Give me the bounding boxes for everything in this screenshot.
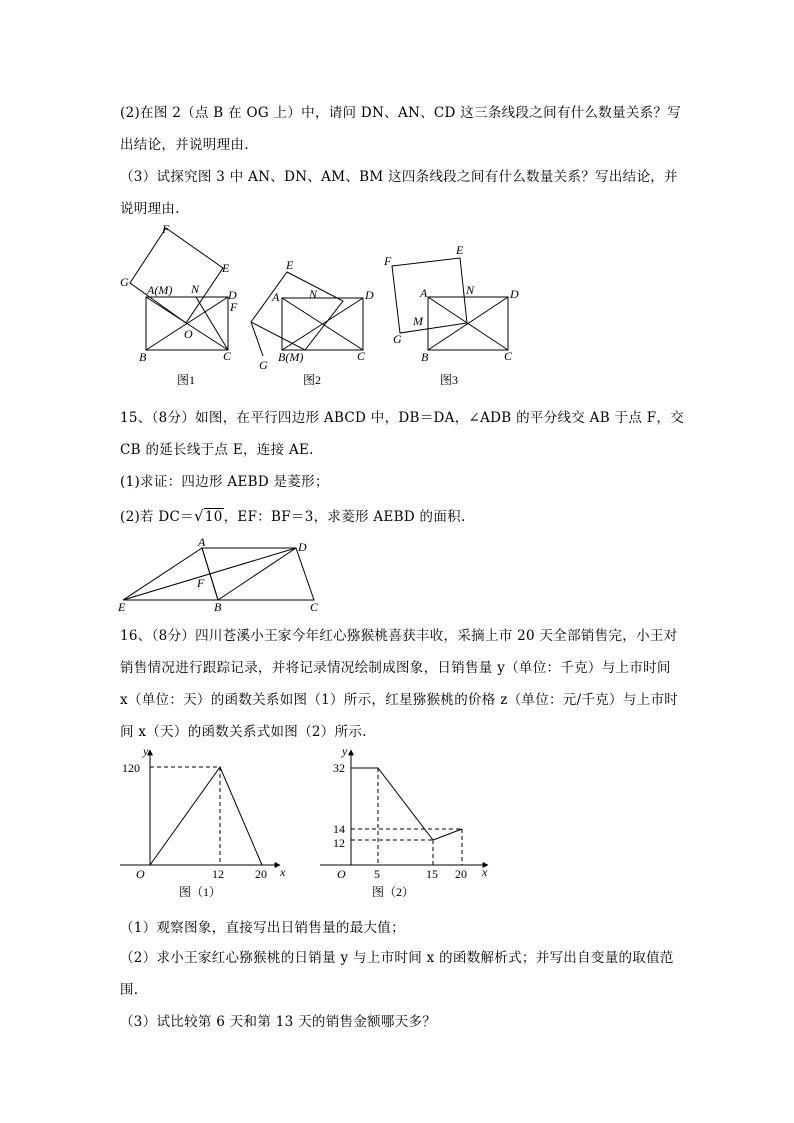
fig3-label-g: G — [393, 332, 402, 346]
q15-part2-pre: (2)若 DC＝ — [120, 509, 194, 525]
fig2-label-f: F — [230, 300, 238, 314]
q14-part3-line2: 说明理由. — [120, 201, 180, 217]
fig3-label-f: F — [384, 254, 392, 268]
q14-part2-line2: 出结论，并说明理由. — [120, 137, 249, 153]
q16-line4: 间 x（天）的函数关系式如图（2）所示. — [120, 724, 367, 740]
q16-part2-line1: （2）求小王家红心猕猴桃的日销量 y 与上市时间 x 的函数解析式；并写出自变量的取值范 — [120, 950, 674, 966]
q14-fig1-geometry — [130, 228, 228, 350]
graph2-origin: O — [337, 867, 346, 881]
fig1-label-c: C — [223, 349, 232, 363]
graph2-x-tick-20: 20 — [455, 867, 467, 881]
q16-line3: x（单位：天）的函数关系如图（1）所示，红星猕猴桃的价格 z（单位：元/千克）与上市时 — [120, 692, 679, 708]
fig1-label-f: F — [162, 222, 170, 236]
fig1-label-d: D — [228, 288, 237, 302]
q16-part3: （3）试比较第 6 天和第 13 天的销售金额哪天多？ — [120, 1014, 437, 1030]
q16-graph1 — [110, 742, 290, 902]
q15-label-e: E — [118, 600, 126, 614]
q15-label-a: A — [198, 535, 206, 549]
q15-part2 — [120, 505, 466, 525]
q15-part2-post: ，EF：BF＝3，求菱形 AEBD 的面积. — [223, 509, 466, 525]
fig2-label-e: E — [286, 258, 294, 272]
q15-line2: CB 的延长线于点 E，连接 AE. — [120, 442, 314, 458]
fig1-label-am: A(M) — [147, 283, 173, 297]
fig2-label-g: G — [259, 358, 268, 372]
graph2-y-tick-12: 12 — [333, 836, 345, 850]
q15-label-f: F — [197, 576, 205, 590]
graph1-y-axis-label: y — [143, 744, 149, 758]
fig1-label-e: E — [222, 261, 230, 275]
fig3-label-e: E — [456, 243, 464, 257]
q16-graph2 — [300, 742, 500, 902]
fig2-label-d: D — [365, 288, 374, 302]
q16-part1: （1）观察图象，直接写出日销售量的最大值； — [120, 920, 405, 936]
q15-label-d: D — [298, 540, 307, 554]
fig2-caption: 图2 — [303, 373, 322, 387]
q14-fig3-geometry — [392, 258, 508, 350]
q15-line1: 15、（8分）如图，在平行四边形 ABCD 中，DB＝DA，∠ADB 的平分线交 AB 于点 F，交 — [120, 410, 684, 426]
graph1-origin: O — [136, 867, 145, 881]
fig2-label-bm: B(M) — [278, 350, 304, 364]
q16-line2: 销售情况进行跟踪记录，并将记录情况绘制成图象，日销售量 y（单位：千克）与上市时间 — [120, 660, 671, 676]
fig2-label-c: C — [357, 349, 366, 363]
q15-label-c: C — [310, 600, 319, 614]
graph2-x-axis-label: x — [482, 865, 488, 879]
fig1-label-n: N — [191, 282, 200, 296]
graph1-y-tick-120: 120 — [122, 761, 140, 775]
q16-line1: 16、（8分）四川苍溪小王家今年红心猕猴桃喜获丰收，采摘上市 20 天全部销售完，小王对 — [120, 628, 678, 644]
fig3-label-b: B — [421, 350, 429, 364]
q15-part2-sqrt: 10 — [204, 509, 223, 525]
fig3-label-c: C — [504, 349, 513, 363]
graph2-caption: 图（2） — [372, 885, 415, 899]
fig1-label-o: O — [184, 327, 193, 341]
q16-part2-line2: 围. — [120, 982, 139, 998]
q14-part2-line1: (2)在图 2（点 B 在 OG 上）中，请问 DN、AN、CD 这三条线段之间有什么数量关系？写 — [120, 105, 682, 121]
fig3-label-a: A — [420, 286, 428, 300]
fig3-label-m: M — [413, 314, 423, 328]
fig1-label-b: B — [139, 350, 147, 364]
fig1-caption: 图1 — [177, 373, 196, 387]
q14-part3-line1: （3）试探究图 3 中 AN、DN、AM、BM 这四条线段之间有什么数量关系？写出结论，并 — [120, 169, 678, 185]
q15-label-b: B — [214, 600, 222, 614]
fig3-label-n: N — [466, 283, 475, 297]
graph2-y-tick-32: 32 — [333, 761, 345, 775]
graph2-x-tick-5: 5 — [374, 867, 380, 881]
fig3-label-d: D — [510, 287, 519, 301]
graph2-y-axis-label: y — [342, 744, 348, 758]
graph1-caption: 图（1） — [179, 885, 222, 899]
q15-figure — [112, 535, 332, 615]
fig2-label-n: N — [309, 287, 318, 301]
sqrt-symbol: √ — [193, 507, 204, 525]
q14-figures — [110, 218, 540, 390]
graph1-x-axis-label: x — [280, 865, 286, 879]
graph1-x-tick-20: 20 — [255, 867, 267, 881]
q15-part1: (1)求证：四边形 AEBD 是菱形； — [120, 474, 329, 490]
fig3-caption: 图3 — [440, 373, 459, 387]
fig1-label-g: G — [120, 275, 129, 289]
graph2-x-tick-15: 15 — [426, 867, 438, 881]
q14-fig2-geometry — [251, 272, 363, 356]
fig2-label-a: A — [272, 290, 280, 304]
graph1-x-tick-12: 12 — [212, 867, 224, 881]
graph2-y-tick-14: 14 — [333, 822, 345, 836]
